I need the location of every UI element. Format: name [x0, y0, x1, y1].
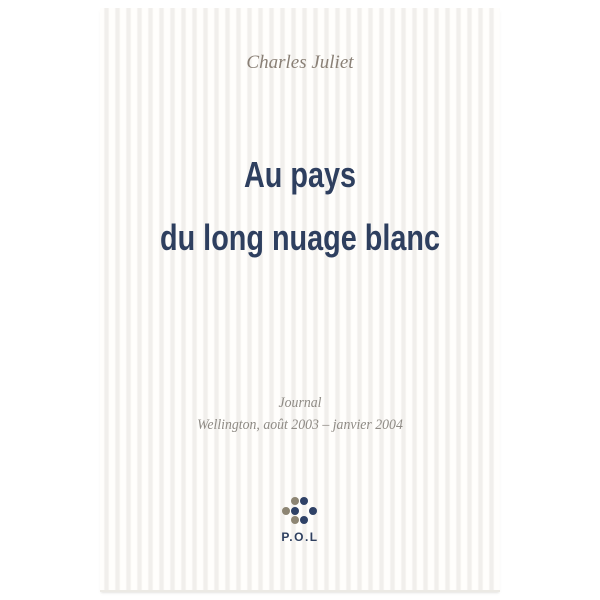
author-name: Charles Juliet	[246, 52, 354, 73]
book-cover	[100, 8, 500, 592]
publisher-name: P.O.L	[281, 530, 319, 544]
subtitle-date-range: Wellington, août 2003 – janvier 2004	[197, 417, 403, 433]
logo-dot	[309, 507, 317, 515]
logo-dot	[291, 507, 299, 515]
publisher-logo-dots-icon	[280, 496, 320, 528]
logo-dot	[291, 497, 299, 505]
book-title-line-1: Au pays	[243, 154, 357, 195]
book-title-line-2: du long nuage blanc	[160, 217, 440, 258]
subtitle-genre: Journal	[278, 395, 322, 411]
logo-dot	[291, 516, 299, 524]
logo-dot	[300, 497, 308, 505]
logo-dot	[282, 507, 290, 515]
logo-dot	[300, 516, 308, 524]
